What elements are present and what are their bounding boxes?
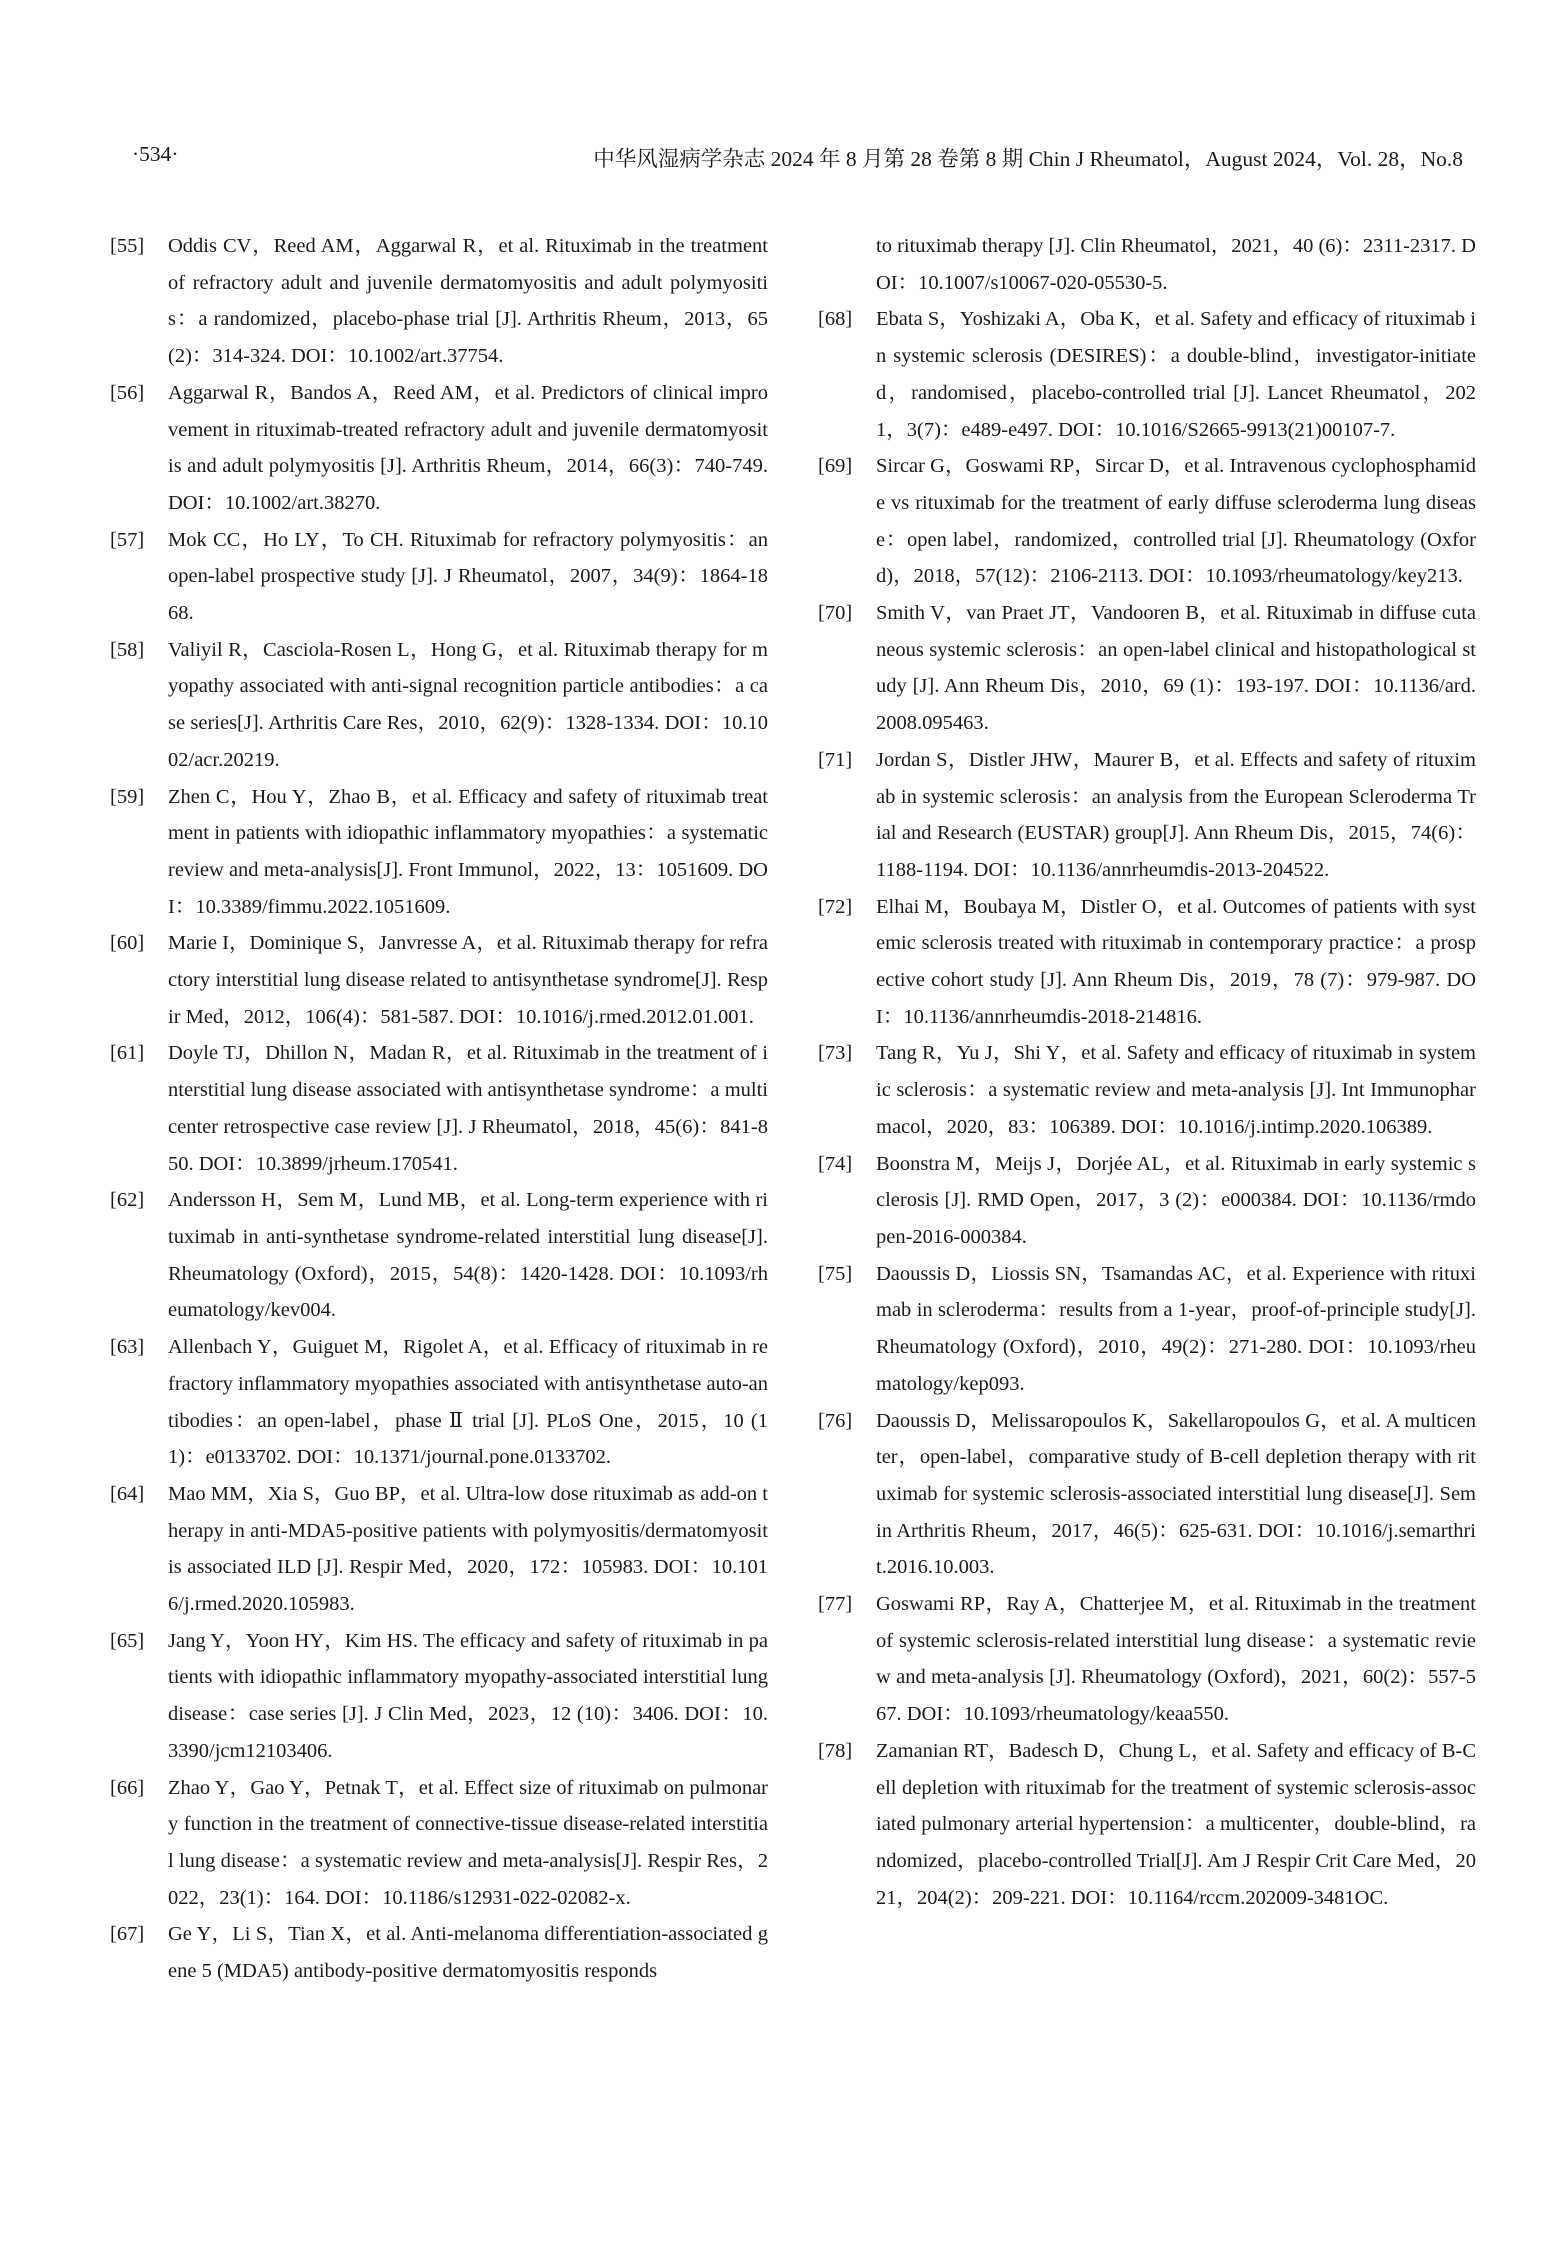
reference-number: [60] (110, 932, 145, 955)
reference-number: [56] (110, 381, 145, 404)
reference-number: [75] (818, 1262, 853, 1285)
reference-text: Daoussis D，Melissaropoulos K，Sakellaropoulos G，et al. A multicenter，open-label，comparative study of B-cell depletion therapy with rituximab for systemic sclerosis-associated interstitial lung disease[J]. Semin Arthritis Rheum，2017，46(5)：625-631. DOI：10.1016/j.semarthrit.2016.10.003. (876, 1409, 1476, 1579)
reference-text: Tang R，Yu J，Shi Y，et al. Safety and efficacy of rituximab in systemic sclerosis：a systematic review and meta-analysis [J]. Int Immunopharmacol，2020，83：106389. DOI：10.1016/j.intimp.2020.106389. (876, 1042, 1476, 1138)
reference-item (110, 228, 768, 375)
reference-text: Boonstra M，Meijs J，Dorjée AL，et al. Rituximab in early systemic sclerosis [J]. RMD Open，2017，3 (2)：e000384. DOI：10.1136/rmdopen-2016-000384. (876, 1152, 1476, 1248)
reference-number: [71] (818, 748, 853, 771)
reference-text: Aggarwal R，Bandos A，Reed AM，et al. Predictors of clinical improvement in rituximab-treated refractory adult and juvenile dermatomyositis and adult polymyositis [J]. Arthritis Rheum，2014，66(3)：740-749. DOI：10.1002/art.38270. (168, 381, 768, 514)
reference-number: [70] (818, 602, 853, 625)
reference-item (818, 742, 1476, 889)
reference-text: to rituximab therapy [J]. Clin Rheumatol，2021，40 (6)：2311-2317. DOI：10.1007/s10067-020-05530-5. (876, 235, 1476, 294)
reference-number: [62] (110, 1189, 145, 1212)
reference-text: Smith V，van Praet JT，Vandooren B，et al. Rituximab in diffuse cutaneous systemic sclerosis：an open-label clinical and histopathological study [J]. Ann Rheum Dis，2010，69 (1)：193-197. DOI：10.1136/ard.2008.095463. (876, 602, 1476, 735)
reference-item (110, 1182, 768, 1329)
reference-item (818, 1733, 1476, 1917)
reference-item (818, 1146, 1476, 1256)
reference-item (818, 889, 1476, 1036)
reference-item (110, 375, 768, 522)
reference-item (818, 1586, 1476, 1733)
reference-item (110, 779, 768, 926)
reference-number: [67] (110, 1923, 145, 1946)
reference-number: [78] (818, 1739, 853, 1762)
reference-text: Goswami RP，Ray A，Chatterjee M，et al. Rituximab in the treatment of systemic sclerosis-related interstitial lung disease：a systematic review and meta-analysis [J]. Rheumatology (Oxford)，2021，60(2)：557-567. DOI：10.1093/rheumatology/keaa550. (876, 1593, 1476, 1726)
reference-item (818, 1256, 1476, 1403)
reference-number: [69] (818, 455, 853, 478)
reference-item (110, 1770, 768, 1917)
reference-number: [59] (110, 785, 145, 808)
reference-item (110, 1916, 768, 1989)
reference-item (818, 595, 1476, 742)
reference-text: Zhen C，Hou Y，Zhao B，et al. Efficacy and safety of rituximab treatment in patients with idiopathic inflammatory myopathies：a systematic review and meta-analysis[J]. Front Immunol，2022，13：1051609. DOI：10.3389/fimmu.2022.1051609. (168, 785, 768, 918)
reference-text: Doyle TJ，Dhillon N，Madan R，et al. Rituximab in the treatment of interstitial lung disease associated with antisynthetase syndrome：a multicenter retrospective case review [J]. J Rheumatol，2018，45(6)：841-850. DOI：10.3899/jrheum.170541. (168, 1042, 768, 1175)
reference-text: Zhao Y，Gao Y，Petnak T，et al. Effect size of rituximab on pulmonary function in the treatment of connective-tissue disease-related interstitial lung disease：a systematic review and meta-analysis[J]. Respir Res，2022，23(1)：164. DOI：10.1186/s12931-022-02082-x. (168, 1776, 768, 1909)
reference-item (110, 1035, 768, 1182)
reference-text: Marie I，Dominique S，Janvresse A，et al. Rituximab therapy for refractory interstitial lung disease related to antisynthetase syndrome[J]. Respir Med，2012，106(4)：581-587. DOI：10.1016/j.rmed.2012.01.001. (168, 932, 768, 1028)
page-number: ·534· (132, 142, 179, 166)
reference-item (110, 632, 768, 779)
reference-number: [76] (818, 1409, 853, 1432)
reference-number: [66] (110, 1776, 145, 1799)
reference-item (818, 448, 1476, 595)
reference-item (818, 1403, 1476, 1587)
reference-number: [64] (110, 1482, 145, 1505)
reference-number: [63] (110, 1336, 145, 1359)
reference-text: Daoussis D，Liossis SN，Tsamandas AC，et al. Experience with rituximab in scleroderma：results from a 1-year，proof-of-principle study[J]. Rheumatology (Oxford)，2010，49(2)：271-280. DOI：10.1093/rheumatology/kep093. (876, 1262, 1476, 1395)
reference-number: [68] (818, 308, 853, 331)
reference-item (110, 1623, 768, 1770)
reference-text: Mao MM，Xia S，Guo BP，et al. Ultra-low dose rituximab as add-on therapy in anti-MDA5-positive patients with polymyositis/dermatomyositis associated ILD [J]. Respir Med，2020，172：105983. DOI：10.1016/j.rmed.2020.105983. (168, 1482, 768, 1616)
journal-running-head: 中华风湿病学杂志 2024 年 8 月第 28 卷第 8 期 Chin J Rheumatol，August 2024，Vol. 28，No.8 (593, 147, 1463, 171)
reference-number: [72] (818, 895, 853, 918)
reference-text: Valiyil R，Casciola-Rosen L，Hong G，et al. Rituximab therapy for myopathy associated with anti-signal recognition particle antibodies：a case series[J]. Arthritis Care Res，2010，62(9)：1328-1334. DOI：10.1002/acr.20219. (168, 638, 768, 771)
reference-text: Jordan S，Distler JHW，Maurer B，et al. Effects and safety of rituximab in systemic sclerosis：an analysis from the European Scleroderma Trial and Research (EUSTAR) group[J]. Ann Rheum Dis，2015，74(6)：1188-1194. DOI：10.1136/annrheumdis-2013-204522. (876, 748, 1476, 881)
reference-item (110, 522, 768, 632)
reference-text: Elhai M，Boubaya M，Distler O，et al. Outcomes of patients with systemic sclerosis treated with rituximab in contemporary practice：a prospective cohort study [J]. Ann Rheum Dis，2019，78 (7)：979-987. DOI：10.1136/annrheumdis-2018-214816. (876, 895, 1476, 1028)
reference-column-right (818, 228, 1476, 1916)
reference-number: [77] (818, 1593, 853, 1616)
reference-text: Mok CC，Ho LY，To CH. Rituximab for refractory polymyositis：an open-label prospective study [J]. J Rheumatol，2007，34(9)：1864-1868. (168, 528, 768, 625)
reference-item (818, 301, 1476, 448)
reference-text: Oddis CV，Reed AM，Aggarwal R，et al. Rituximab in the treatment of refractory adult and juvenile dermatomyositis and adult polymyositis：a randomized，placebo-phase trial [J]. Arthritis Rheum，2013，65(2)：314-324. DOI：10.1002/art.37754. (168, 235, 768, 368)
reference-item (818, 1035, 1476, 1145)
reference-text: Ge Y，Li S，Tian X，et al. Anti-melanoma differentiation-associated gene 5 (MDA5) antibody-positive dermatomyositis responds (168, 1923, 768, 1983)
reference-text: Andersson H，Sem M，Lund MB，et al. Long-term experience with rituximab in anti-synthetase syndrome-related interstitial lung disease[J]. Rheumatology (Oxford)，2015，54(8)：1420-1428. DOI：10.1093/rheumatology/kev004. (168, 1189, 768, 1322)
reference-column-left (110, 228, 768, 1990)
reference-item (110, 1329, 768, 1476)
reference-number: [57] (110, 528, 145, 551)
reference-text: Jang Y，Yoon HY，Kim HS. The efficacy and safety of rituximab in patients with idiopathic inflammatory myopathy-associated interstitial lung disease：case series [J]. J Clin Med，2023，12 (10)：3406. DOI：10.3390/jcm12103406. (168, 1629, 768, 1762)
reference-continuation (818, 228, 1476, 301)
reference-number: [58] (110, 638, 145, 661)
reference-number: [65] (110, 1629, 145, 1652)
reference-text: Sircar G，Goswami RP，Sircar D，et al. Intravenous cyclophosphamide vs rituximab for the treatment of early diffuse scleroderma lung disease：open label，randomized，controlled trial [J]. Rheumatology (Oxford)，2018，57(12)：2106-2113. DOI：10.1093/rheumatology/key213. (876, 455, 1476, 588)
reference-item (110, 925, 768, 1035)
reference-text: Ebata S，Yoshizaki A，Oba K，et al. Safety and efficacy of rituximab in systemic sclerosis (DESIRES)：a double-blind，investigator-initiated，randomised，placebo-controlled trial [J]. Lancet Rheumatol，2021，3(7)：e489-e497. DOI：10.1016/S2665-9913(21)00107-7. (876, 308, 1476, 441)
reference-number: [74] (818, 1152, 853, 1175)
reference-item (110, 1476, 768, 1623)
reference-text: Zamanian RT，Badesch D，Chung L，et al. Safety and efficacy of B-Cell depletion with rituximab for the treatment of systemic sclerosis-associated pulmonary arterial hypertension：a multicenter，double-blind，randomized，placebo-controlled Trial[J]. Am J Respir Crit Care Med，2021，204(2)：209-221. DOI：10.1164/rccm.202009-3481OC. (876, 1739, 1476, 1909)
reference-number: [73] (818, 1042, 853, 1065)
reference-text: Allenbach Y，Guiguet M，Rigolet A，et al. Efficacy of rituximab in refractory inflammatory myopathies associated with antisynthetase auto-antibodies：an open-label，phase Ⅱ trial [J]. PLoS One，2015，10 (11)：e0133702. DOI：10.1371/journal.pone.0133702. (168, 1336, 769, 1469)
reference-number: [61] (110, 1042, 145, 1065)
page-header (132, 142, 1463, 182)
reference-number: [55] (110, 235, 145, 257)
